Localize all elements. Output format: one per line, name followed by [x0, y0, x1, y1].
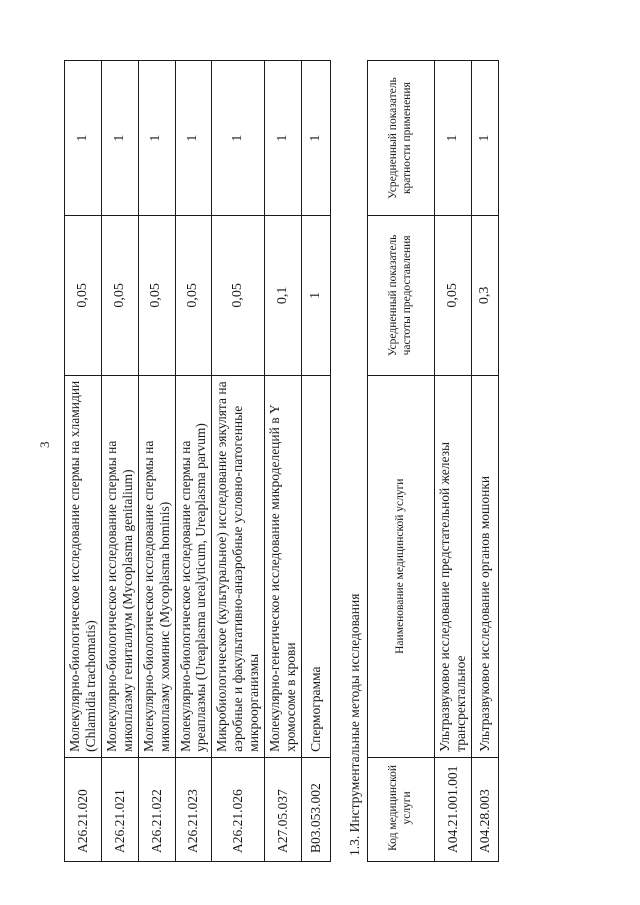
services-table-laboratory	[64, 60, 331, 862]
frequency-value: 1	[302, 216, 331, 375]
service-code: A26.21.020	[65, 757, 102, 861]
multiplicity-value: 1	[471, 61, 498, 216]
services-table-instrumental	[367, 60, 499, 862]
service-name: Молекулярно-биологическое исследование спермы на микоплазму хоминис (Mycoplasma hominis)	[138, 375, 175, 757]
service-name: Молекулярно-генетическое исследование микроделеций в Y хромосоме в крови	[265, 375, 302, 757]
multiplicity-value: 1	[435, 61, 472, 216]
table-row	[471, 61, 498, 862]
multiplicity-value: 1	[302, 61, 331, 216]
multiplicity-value: 1	[101, 61, 138, 216]
header-name: Наименование медицинской услуги	[368, 375, 435, 757]
multiplicity-value: 1	[265, 61, 302, 216]
multiplicity-value: 1	[65, 61, 102, 216]
frequency-value: 0,05	[435, 216, 472, 375]
frequency-value: 0,05	[65, 216, 102, 375]
frequency-value: 0,05	[175, 216, 212, 375]
service-code: A04.21.001.001	[435, 757, 472, 861]
multiplicity-value: 1	[212, 61, 265, 216]
section-title: 1.3. Инструментальные методы исследования	[347, 593, 362, 856]
service-code: A26.21.026	[212, 757, 265, 861]
table-row	[212, 61, 265, 862]
service-name: Молекулярно-биологическое исследование спермы на микоплазму гениталиум (Mycoplasma genitalium)	[101, 375, 138, 757]
table-row	[435, 61, 472, 862]
service-name: Молекулярно-биологическое исследование спермы на уреаплазмы (Ureaplasma urealyticum, Ureaplasma parvum)	[175, 375, 212, 757]
table-row	[265, 61, 302, 862]
table-row	[302, 61, 331, 862]
frequency-value: 0,05	[138, 216, 175, 375]
service-code: A26.21.021	[101, 757, 138, 861]
service-code: A26.21.022	[138, 757, 175, 861]
table-row	[65, 61, 102, 862]
table-row	[101, 61, 138, 862]
header-code: Код медицинской услуги	[368, 757, 435, 861]
page-number: 3	[37, 441, 52, 448]
service-name: Ультразвуковое исследование органов мошонки	[471, 375, 498, 757]
table-row	[175, 61, 212, 862]
frequency-value: 0,05	[101, 216, 138, 375]
service-name: Ультразвуковое исследование предстательной железы трансректальное	[435, 375, 472, 757]
service-name: Микробиологическое (культуральное) исследование эякулята на аэробные и факультативно-анаэробные условно-патогенные микроорганизмы	[212, 375, 265, 757]
multiplicity-value: 1	[138, 61, 175, 216]
service-code: A27.05.037	[265, 757, 302, 861]
table-header-row	[368, 61, 435, 862]
frequency-value: 0,05	[212, 216, 265, 375]
service-code: A26.21.023	[175, 757, 212, 861]
table-row	[138, 61, 175, 862]
service-name: Молекулярно-биологическое исследование спермы на хламидии (Chlamidia trachomatis)	[65, 375, 102, 757]
header-multiplicity: Усредненный показатель кратности применения	[368, 61, 435, 216]
frequency-value: 0,1	[265, 216, 302, 375]
multiplicity-value: 1	[175, 61, 212, 216]
header-frequency: Усредненный показатель частоты предоставления	[368, 216, 435, 375]
frequency-value: 0,3	[471, 216, 498, 375]
service-code: A04.28.003	[471, 757, 498, 861]
service-code: B03.053.002	[302, 757, 331, 861]
service-name: Спермограмма	[302, 375, 331, 757]
page-content	[64, 60, 492, 862]
